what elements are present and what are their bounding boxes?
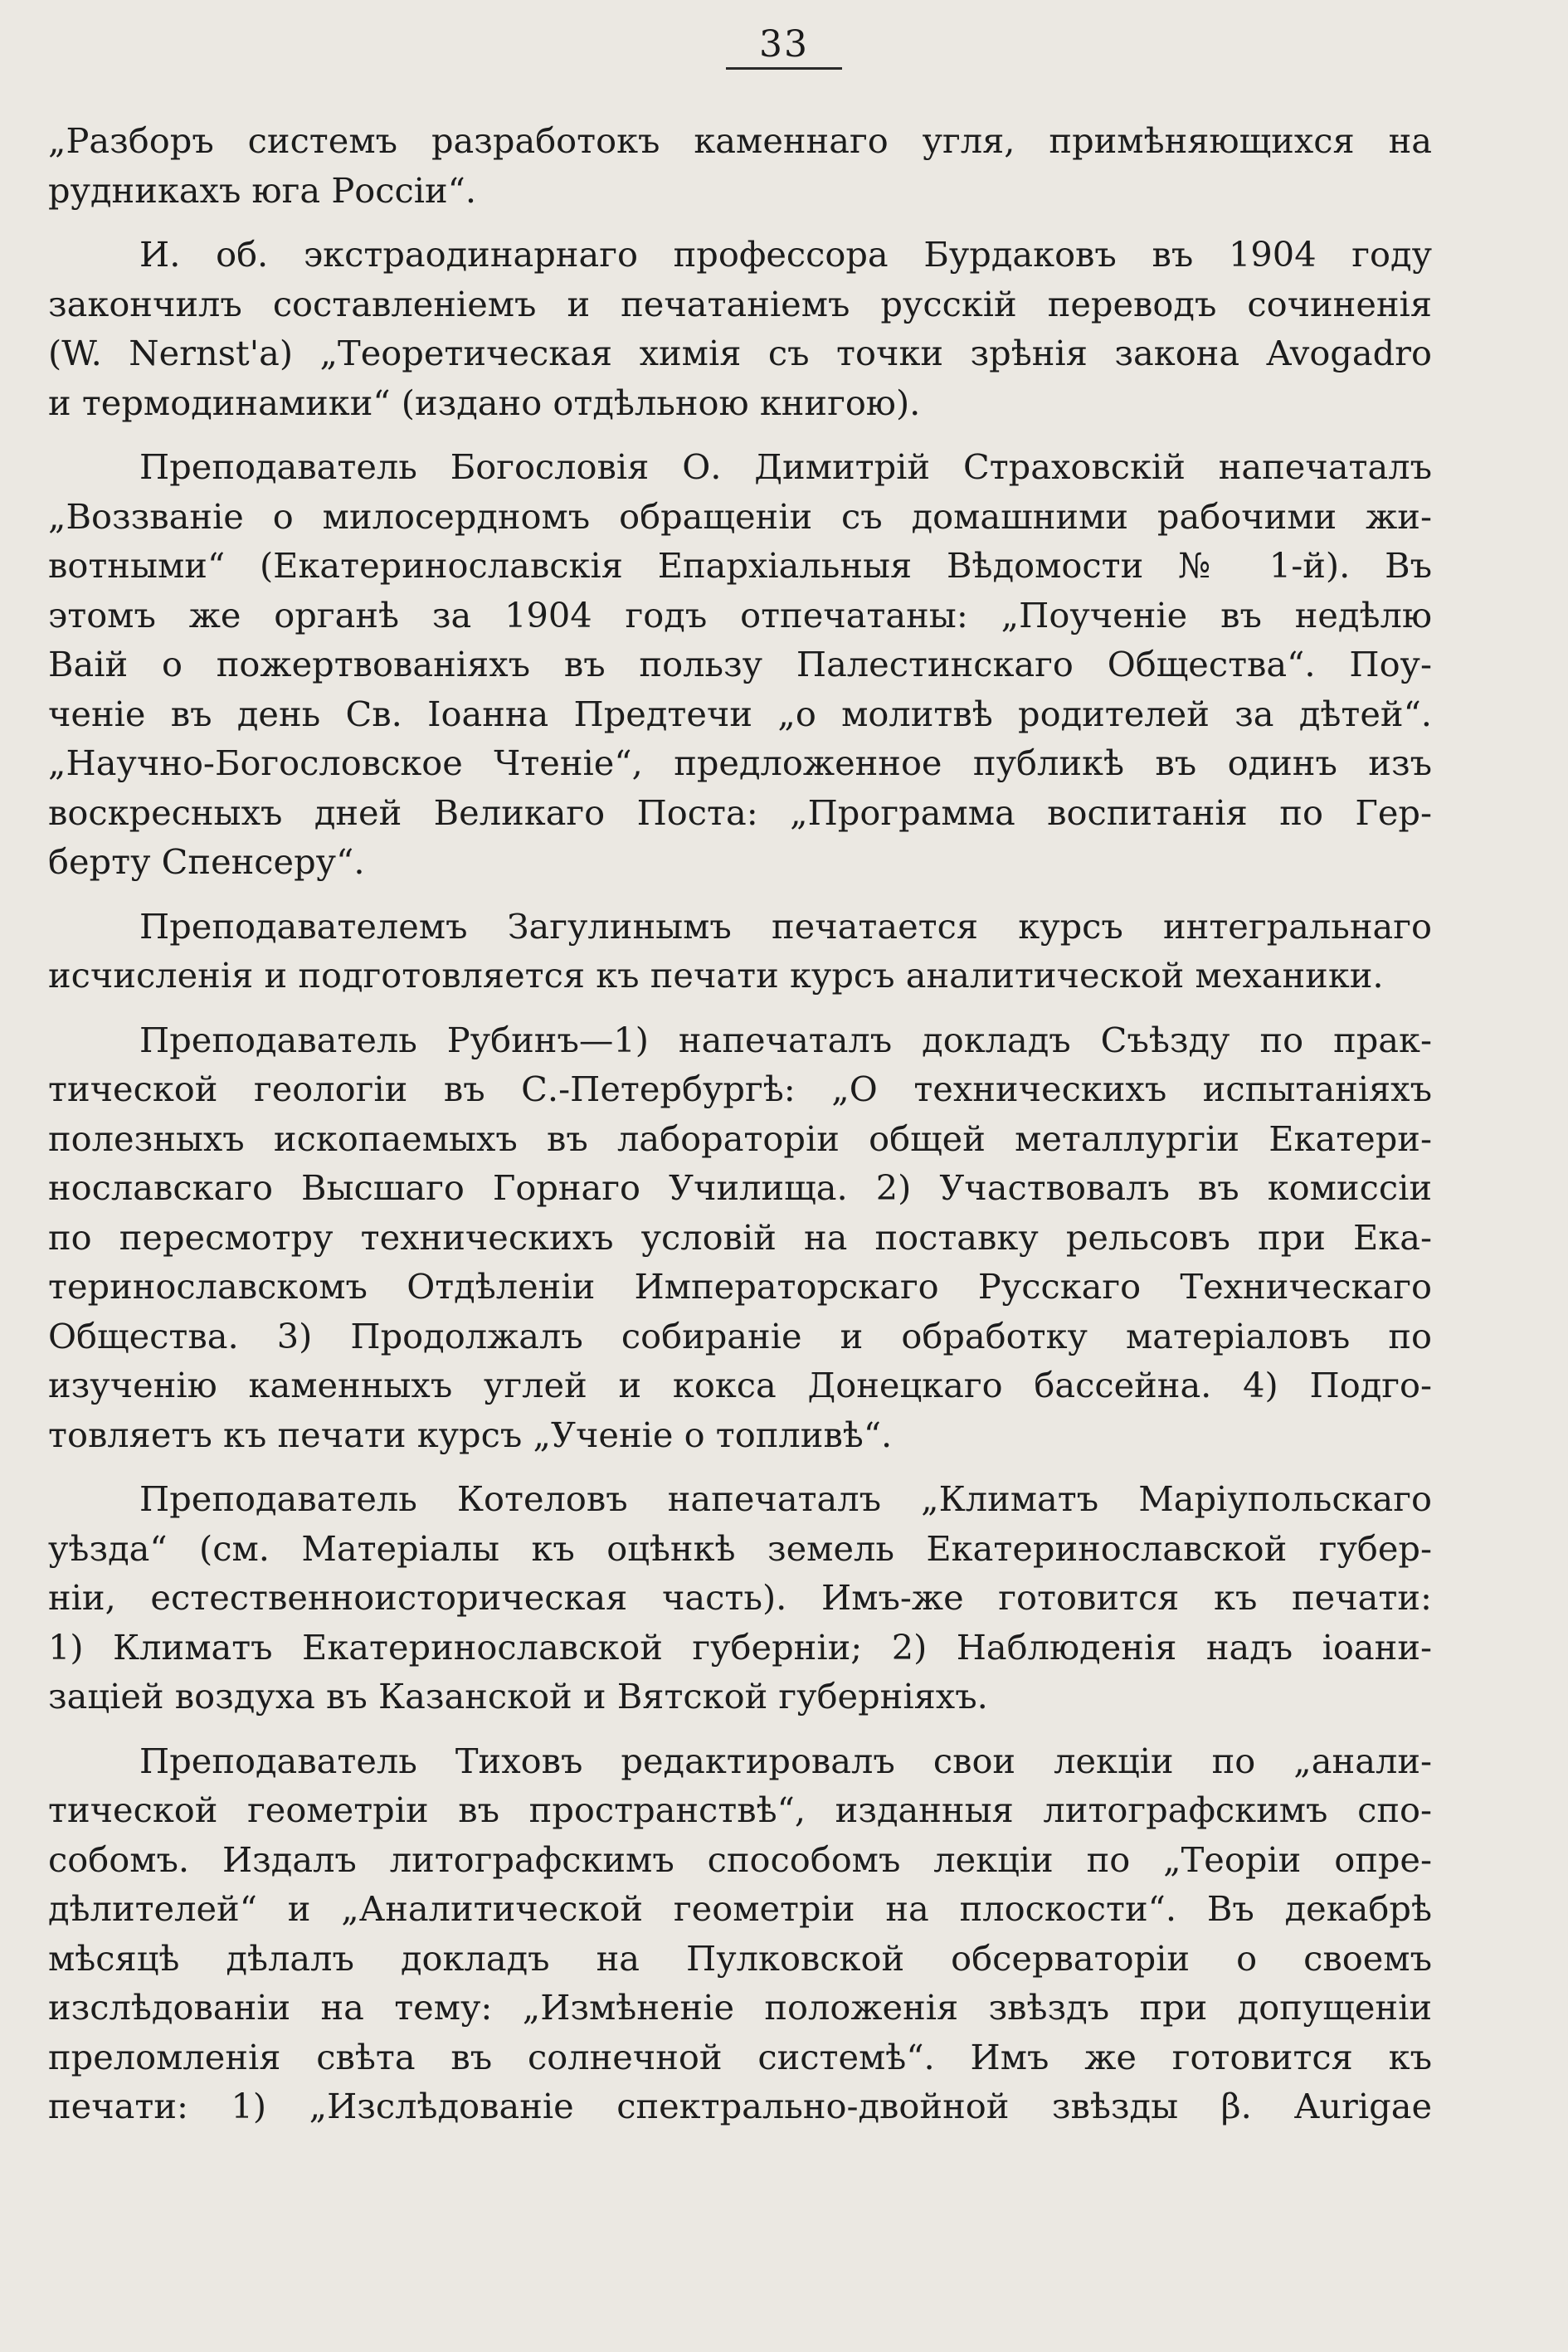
page-header	[0, 23, 1568, 90]
text-line: ченіе въ день Св. Іоанна Предтечи „о молитвѣ родителей за дѣтей“.	[48, 693, 1432, 734]
text-line: Ваій о пожертвованіяхъ въ пользу Палестинскаго Общества“. Поу-	[48, 644, 1432, 684]
text-line: берту Спенсеру“.	[48, 841, 365, 882]
text-line: исчисленія и подготовляется къ печати курсъ аналитической механики.	[48, 955, 1384, 996]
text-line: изученію каменныхъ углей и кокса Донецкаго бассейна. 4) Подго-	[48, 1365, 1432, 1405]
text-line: печати: 1) „Изслѣдованіе спектрально-двойной звѣзды β. Aurigae	[48, 2086, 1432, 2126]
text-line: (W. Nernst'a) „Теоретическая химія съ точки зрѣнія закона Avogadro	[48, 333, 1432, 373]
text-line: „Разборъ системъ разработокъ каменнаго угля, примѣняющихся на	[48, 120, 1432, 161]
text-line: заціей воздуха въ Казанской и Вятской губерніяхъ.	[48, 1676, 988, 1717]
text-line: Общества. 3) Продолжалъ собираніе и обработку матеріаловъ по	[48, 1315, 1432, 1356]
text-line: дѣлителей“ и „Аналитической геометріи на плоскости“. Въ декабрѣ	[48, 1888, 1432, 1929]
paragraph	[48, 1015, 1432, 1460]
paragraph	[48, 1736, 1432, 2131]
text-line: тической геологіи въ С.-Петербургѣ: „О техническихъ испытаніяхъ	[48, 1069, 1432, 1109]
text-line: 1) Климатъ Екатеринославской губерніи; 2) Наблюденія надъ іоани-	[48, 1626, 1432, 1668]
text-line: Преподавателемъ Загулинымъ печатается курсъ интегральнаго	[139, 905, 1432, 947]
text-line: полезныхъ ископаемыхъ въ лабораторіи общей металлургіи Екатери-	[48, 1118, 1432, 1159]
text-line: рудникахъ юга Россіи“.	[48, 169, 477, 211]
paragraph	[48, 116, 1432, 215]
text-line: мѣсяцѣ дѣлалъ докладъ на Пулковской обсерваторіи о своемъ	[48, 1937, 1432, 1979]
text-line: товляетъ къ печати курсъ „Ученіе о топливѣ“.	[48, 1414, 893, 1455]
paragraph	[48, 442, 1432, 887]
text-line: и термодинамики“ (издано отдѣльною книгою).	[48, 382, 921, 423]
page-number: 33	[726, 23, 842, 70]
text-line: вотными“ (Екатеринославскія Епархіальныя Вѣдомости № 1-й). Въ	[48, 545, 1432, 586]
text-line: „Воззваніе о милосердномъ обращеніи съ домашними рабочими жи-	[48, 495, 1432, 537]
text-line: по пересмотру техническихъ условій на поставку рельсовъ при Ека-	[48, 1216, 1432, 1258]
text-line: воскресныхъ дней Великаго Поста: „Программа воспитанія по Гер-	[48, 791, 1432, 833]
text-line: теринославскомъ Отдѣленіи Императорскаго Русскаго Техническаго	[48, 1266, 1432, 1307]
paragraph	[48, 1474, 1432, 1721]
text-line: Преподаватель Богословія О. Димитрій Страховскій напечаталъ	[139, 446, 1432, 487]
text-line: закончилъ составленіемъ и печатаніемъ русскій переводъ сочиненія	[48, 283, 1432, 324]
text-line: Преподаватель Котеловъ напечаталъ „Климатъ Маріупольскаго	[139, 1478, 1432, 1519]
text-line: Преподаватель Рубинъ—1) напечаталъ докладъ Съѣзду по прак-	[139, 1019, 1432, 1060]
text-line: тической геометріи въ пространствѣ“, изданныя литографскимъ спо-	[48, 1790, 1432, 1830]
text-line: „Научно-Богословское Чтеніе“, предложенное публикѣ въ одинъ изъ	[48, 743, 1432, 783]
text-line: И. об. экстраодинарнаго профессора Бурдаковъ въ 1904 году	[139, 234, 1432, 275]
text-body	[48, 116, 1432, 2146]
text-line: этомъ же органѣ за 1904 годъ отпечатаны: „Поученіе въ недѣлю	[48, 594, 1432, 635]
paragraph	[48, 902, 1432, 1001]
text-line: ніи, естественноисторическая часть). Имъ-же готовится къ печати:	[48, 1577, 1432, 1618]
text-line: изслѣдованіи на тему: „Измѣненіе положенія звѣздъ при допущеніи	[48, 1987, 1432, 2028]
text-line: Преподаватель Тиховъ редактировалъ свои лекціи по „анали-	[139, 1740, 1432, 1781]
paragraph	[48, 230, 1432, 427]
text-line: нославскаго Высшаго Горнаго Училища. 2) Участвовалъ въ комиссіи	[48, 1167, 1432, 1208]
text-line: уѣзда“ (см. Матеріалы къ оцѣнкѣ земель Екатеринославской губер-	[48, 1527, 1432, 1569]
text-line: преломленія свѣта въ солнечной системѣ“. Имъ же готовится къ	[48, 2036, 1432, 2077]
text-line: собомъ. Издалъ литографскимъ способомъ лекціи по „Теоріи опре-	[48, 1838, 1432, 1880]
